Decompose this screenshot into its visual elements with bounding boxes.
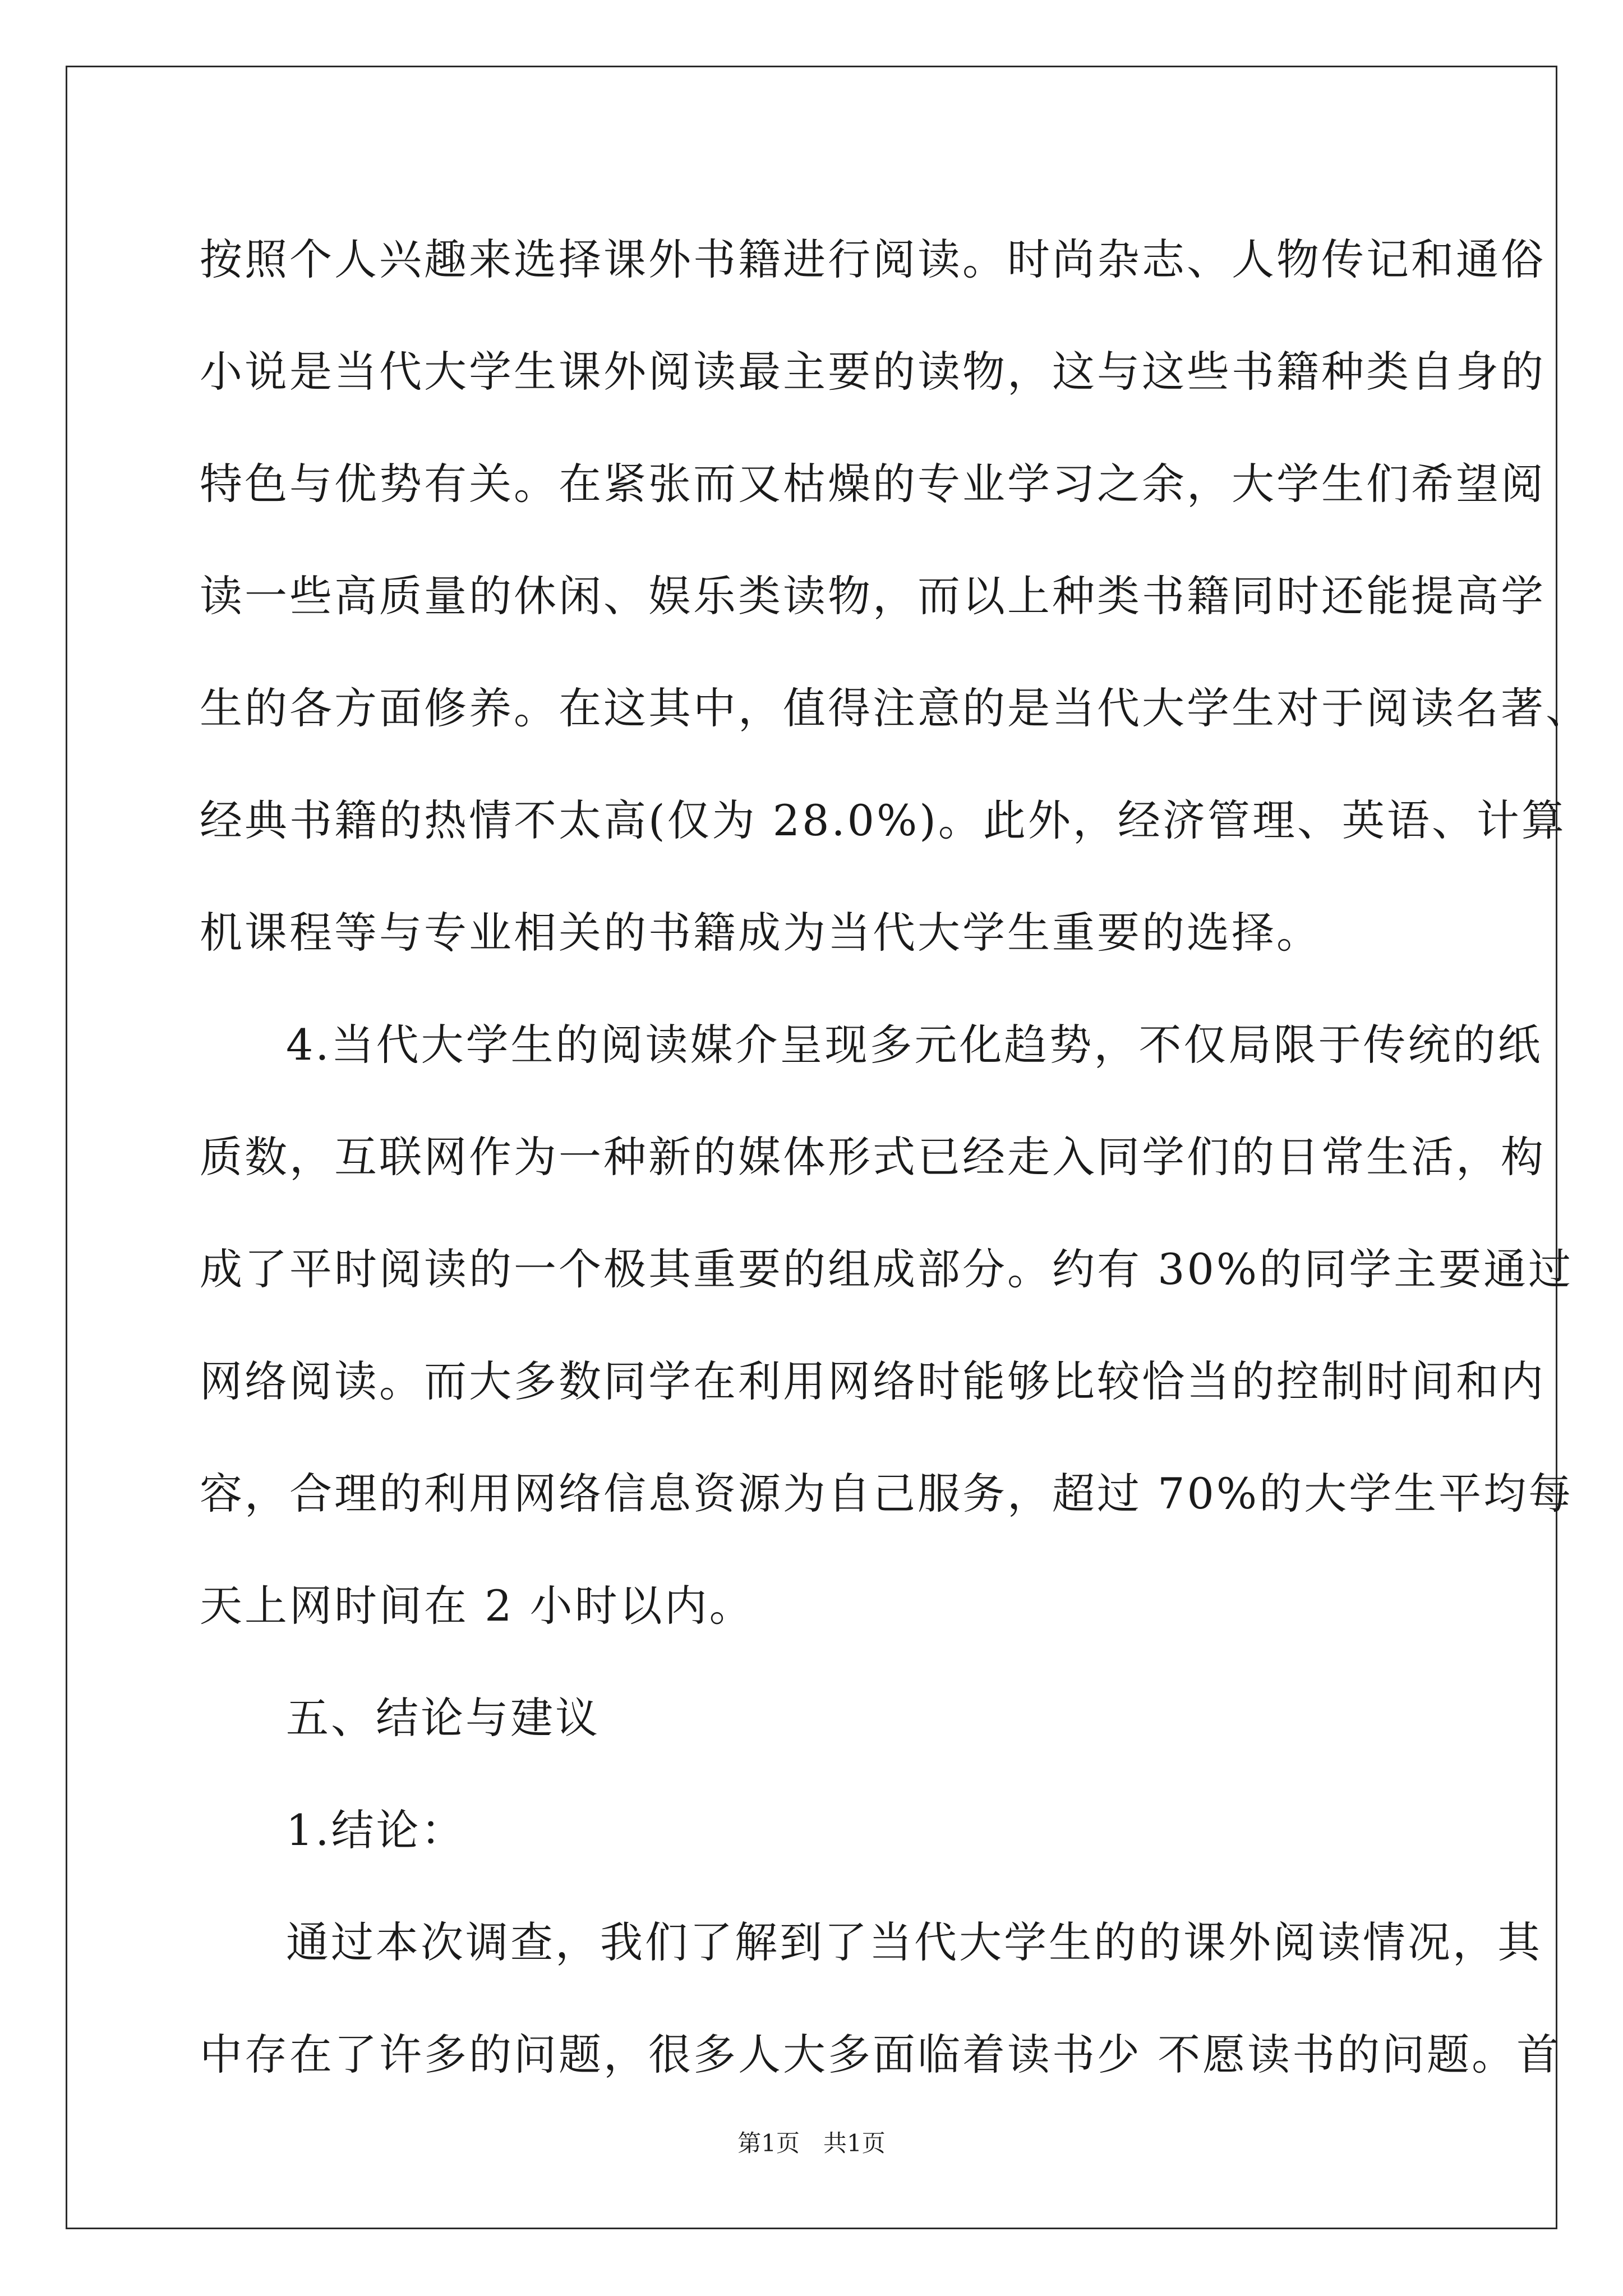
text-line-4: 读一些高质量的休闲、娱乐类读物，而以上种类书籍同时还能提高学 [200, 571, 1546, 621]
section-heading: 五、结论与建议 [286, 1693, 600, 1743]
text-line-12: 容，合理的利用网络信息资源为自己服务，超过 70%的大学生平均每 [200, 1469, 1574, 1519]
text-line-9: 质数，互联网作为一种新的媒体形式已经走入同学们的日常生活，构 [200, 1132, 1546, 1182]
text-line-6: 经典书籍的热情不太高(仅为 28.0%)。此外，经济管理、英语、计算 [200, 795, 1566, 845]
text-line-10: 成了平时阅读的一个极其重要的组成部分。约有 30%的同学主要通过 [200, 1244, 1574, 1294]
text-line-8: 4.当代大学生的阅读媒介呈现多元化趋势，不仅局限于传统的纸 [286, 1020, 1543, 1070]
text-line-5: 生的各方面修养。在这其中，值得注意的是当代大学生对于阅读名著、 [200, 683, 1590, 733]
text-line-11: 网络阅读。而大多数同学在利用网络时能够比较恰当的控制时间和内 [200, 1356, 1546, 1406]
subsection-heading: 1.结论： [286, 1805, 466, 1855]
text-line-7: 机课程等与专业相关的书籍成为当代大学生重要的选择。 [200, 908, 1321, 958]
text-line-1: 按照个人兴趣来选择课外书籍进行阅读。时尚杂志、人物传记和通俗 [200, 234, 1546, 284]
text-line-17: 中存在了许多的问题，很多人大多面临着读书少 不愿读书的问题。首 [200, 2030, 1562, 2079]
text-line-3: 特色与优势有关。在紧张而又枯燥的专业学习之余，大学生们希望阅 [200, 459, 1546, 509]
page-footer: 第1页 共1页 [737, 2129, 886, 2157]
text-line-13: 天上网时间在 2 小时以内。 [200, 1581, 754, 1631]
text-line-16: 通过本次调查，我们了解到了当代大学生的的课外阅读情况，其 [286, 1917, 1542, 1967]
text-line-2: 小说是当代大学生课外阅读最主要的读物，这与这些书籍种类自身的 [200, 347, 1546, 397]
